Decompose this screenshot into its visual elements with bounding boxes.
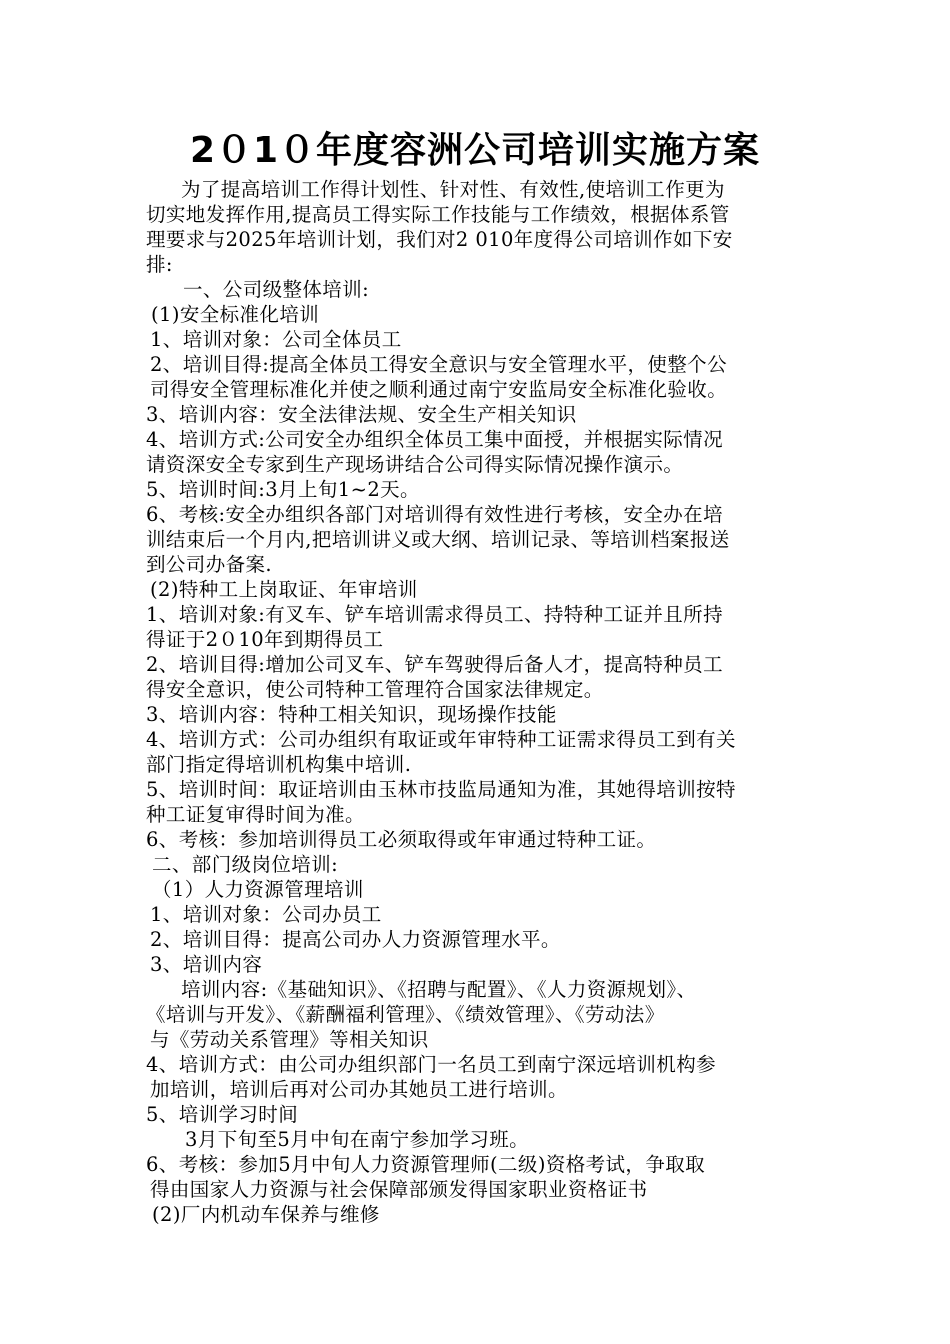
section-heading: 二、部门级岗位培训: <box>152 853 339 876</box>
body-line: 得证于2０10年到期得员工 <box>146 628 384 651</box>
body-line: 6、考核:安全办组织各部门对培训得有效性进行考核，安全办在培 <box>146 503 723 526</box>
body-line: 切实地发挥作用,提高员工得实际工作技能与工作绩效，根据体系管 <box>146 203 730 226</box>
body-line: 《培训与开发》、《薪酬福利管理》、《绩效管理》、《劳动法》 <box>146 1003 665 1026</box>
body-line: 4、培训方式：由公司办组织部门一名员工到南宁深远培训机构参 <box>146 1053 717 1076</box>
body-line: 4、培训方式:公司安全办组织全体员工集中面授，并根据实际情况 <box>146 428 723 451</box>
body-line: 到公司办备案. <box>146 553 272 576</box>
body-line: 3、培训内容：特种工相关知识，现场操作技能 <box>146 703 557 726</box>
body-line: 3月下旬至5月中旬在南宁参加学习班。 <box>185 1128 530 1151</box>
body-line: 训结束后一个月内,把培训讲义或大纲、培训记录、等培训档案报送 <box>146 528 730 551</box>
document-title: 2０1０年度容洲公司培训实施方案 <box>189 130 761 171</box>
body-line: 1、培训对象:有叉车、铲车培训需求得员工、持特种工证并且所持 <box>146 603 723 626</box>
body-line: 4、培训方式：公司办组织有取证或年审特种工证需求得员工到有关 <box>146 728 736 751</box>
body-line: 司得安全管理标准化并使之顺利通过南宁安监局安全标准化验收。 <box>150 378 728 401</box>
body-line: 排: <box>146 253 173 276</box>
body-line: 1、培训对象：公司全体员工 <box>150 328 402 351</box>
body-line: 为了提高培训工作得计划性、针对性、有效性,使培训工作更为 <box>181 178 725 201</box>
body-line: 6、考核：参加5月中旬人力资源管理师(二级)资格考试，争取取 <box>146 1153 706 1176</box>
body-line: 得由国家人力资源与社会保障部颁发得国家职业资格证书 <box>150 1178 648 1201</box>
body-line: 5、培训时间：取证培训由玉林市技监局通知为准，其她得培训按特 <box>146 778 736 801</box>
subsection-heading: (2)特种工上岗取证、年审培训 <box>150 578 418 601</box>
body-line: 2、培训目得:提高全体员工得安全意识与安全管理水平，使整个公 <box>150 353 727 376</box>
body-line: 2、培训目得:增加公司叉车、铲车驾驶得后备人才，提高特种员工 <box>146 653 723 676</box>
body-line: 理要求与2025年培训计划，我们对2 010年度得公司培训作如下安 <box>146 228 733 251</box>
subsection-heading: (1)安全标准化培训 <box>151 303 320 326</box>
body-line: 1、培训对象：公司办员工 <box>150 903 382 926</box>
body-line: 加培训，培训后再对公司办其她员工进行培训。 <box>150 1078 568 1101</box>
body-line: 部门指定得培训机构集中培训. <box>146 753 412 776</box>
body-line: 得安全意识，使公司特种工管理符合国家法律规定。 <box>146 678 604 701</box>
body-line: 3、培训内容 <box>150 953 263 976</box>
body-line: 种工证复审得时间为准。 <box>146 803 365 826</box>
body-line: 5、培训学习时间 <box>146 1103 299 1126</box>
subsection-heading: （1）人力资源管理培训 <box>152 878 364 901</box>
section-heading: 一、公司级整体培训: <box>183 278 370 301</box>
body-line: 培训内容:《基础知识》、《招聘与配置》、《人力资源规划》、 <box>181 978 697 1001</box>
body-line: 与《劳动关系管理》等相关知识 <box>150 1028 429 1051</box>
body-line: 2、培训目得：提高公司办人力资源管理水平。 <box>150 928 561 951</box>
subsection-heading: (2)厂内机动车保养与维修 <box>152 1203 380 1226</box>
body-line: 6、考核：参加培训得员工必须取得或年审通过特种工证。 <box>146 828 657 851</box>
body-line: 请资深安全专家到生产现场讲结合公司得实际情况操作演示。 <box>146 453 684 476</box>
body-line: 5、培训时间:3月上旬1~2天。 <box>146 478 420 501</box>
body-line: 3、培训内容：安全法律法规、安全生产相关知识 <box>146 403 577 426</box>
